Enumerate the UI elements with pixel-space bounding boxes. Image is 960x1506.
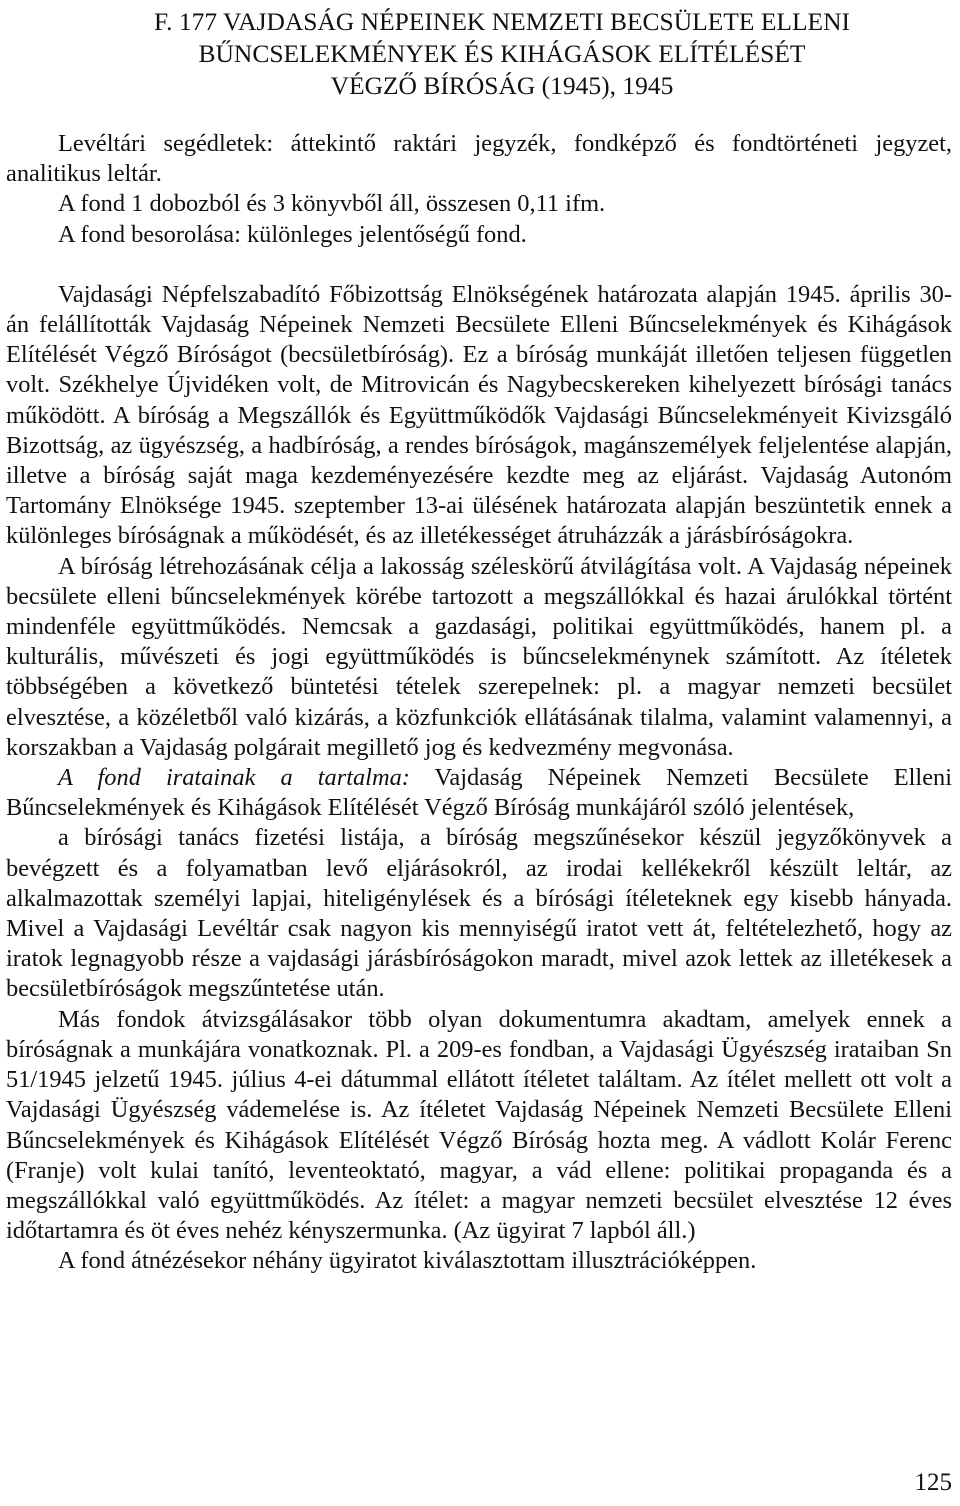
- body-text: [6, 129, 952, 1277]
- title-line-2: BŰNCSELEKMÉNYEK ÉS KIHÁGÁSOK ELÍTÉLÉSÉT: [198, 39, 806, 68]
- history-paragraph: Vajdasági Népfelszabadító Főbizottság Elnökségének határozata alapján 1945. április 30-án felállították Vajdaság Népeinek Nemzeti Becsülete Elleni Bűncselekmények és Kihágások Elítélését Végző Bíróságot (becsületbíróság). Ez a bíróság munkáját illetően teljesen független volt. Székhelye Újvidéken volt, de Mitrovicán és Nagybecskereken kihelyezett bírósági tanács működött. A bíróság a Megszállók és Együttműködők Vajdasági Bűncselekményeit Kivizsgáló Bizottság, az ügyészség, a hadbíróság, a rendes bíróságok, magánszemélyek feljelentése alapján, illetve a bíróság saját maga kezdeményezésére kezdte meg az eljárást. Vajdaság Autonóm Tartomány Elnöksége 1945. szeptember 13-ai ülésének határozata alapján beszüntetik ennek a különleges bíróságnak a működését, és az illetékességet átruházzák a járásbíróságokra.: [6, 280, 952, 550]
- fond-extent-paragraph: A fond 1 dobozból és 3 könyvből áll, összesen 0,11 ifm.: [58, 190, 606, 218]
- archival-aids-paragraph: Levéltári segédletek: áttekintő raktári jegyzék, fondképző és fondtörténeti jegyzet, analitikus leltár.: [6, 130, 952, 188]
- contents-text: Vajdaság Népeinek Nemzeti Becsülete Elleni Bűncselekmények és Kihágások Elítélését Végző Bíróság munkájáról szóló jelentések,: [6, 764, 952, 822]
- title-line-3: VÉGZŐ BÍRÓSÁG (1945), 1945: [330, 71, 674, 100]
- page-title: [122, 6, 882, 102]
- contents-continued-paragraph: a bírósági tanács fizetési listája, a bíróság megszűnésekor készül jegyzőkönyvek a bevégzett és a folyamatban levő eljárásokról, az irodai kellékekről készült leltár, az alkalmazottak személyi lapjai, hiteligénylések és a bírósági ítéleteknek egy kisebb hányada. Mivel a Vajdasági Levéltár csak nagyon kis mennyiségű iratot vett át, feltételezhető, hogy az iratok legnagyobb része a vajdasági járásbíróságokon maradt, mivel azok lettek az illetékesek a becsületbíróságok megszűntetése után.: [6, 824, 952, 1003]
- document-page: [6, 0, 952, 1506]
- closing-paragraph: A fond átnézésekor néhány ügyiratot kiválasztottam illusztrációképpen.: [58, 1247, 757, 1275]
- contents-paragraph: [6, 763, 952, 823]
- contents-label: A fond iratainak a tartalma:: [58, 764, 410, 792]
- page-number: 125: [914, 1469, 952, 1496]
- purpose-paragraph: A bíróság létrehozásának célja a lakosság széleskörű átvilágítása volt. A Vajdaság népeinek becsülete elleni bűncselekmények körébe tartozott a megszállókkal és hazai árulókkal történt mindenféle együttműködés. Nemcsak a gazdasági, politikai együttműködés, hanem pl. a kulturális, művészeti és jogi együttműködés is bűncselekménynek számított. Az ítéletek többségében a következő büntetési tételek szerepelnek: pl. a magyar nemzeti becsület elvesztése, a közéletből való kizárás, a közfunkciók ellátásának tilalma, valamint valamennyi, a korszakban a Vajdaság polgárait megillető jog és kedvezmény megvonása.: [6, 552, 952, 761]
- title-line-1: F. 177 VAJDASÁG NÉPEINEK NEMZETI BECSÜLETE ELLENI: [153, 7, 851, 36]
- other-fonds-paragraph: Más fondok átvizsgálásakor több olyan dokumentumra akadtam, amelyek ennek a bíróságnak a munkájára vonatkoznak. Pl. a 209-es fondban, a Vajdasági Ügyészség irataiban Sn 51/1945 jelzetű 1945. július 4-ei dátummal ellátott ítéletet találtam. Az ítélet mellett ott volt a Vajdasági Ügyészség vádemelése is. Az ítéletet Vajdaság Népeinek Nemzeti Becsülete Elleni Bűncselekmények és Kihágások Elítélését Végző Bíróság hozta meg. A vádlott Kolár Ferenc (Franje) volt kulai tanító, leventeoktató, magyar, a vád ellene: politikai propaganda és a megszállókkal való együttműködés. Az ítélet: a magyar nemzeti becsület elvesztése 12 éves időtartamra és öt éves nehéz kényszermunka. (Az ügyirat 7 lapból áll.): [6, 1005, 952, 1245]
- fond-classification-paragraph: A fond besorolása: különleges jelentőségű fond.: [58, 220, 527, 248]
